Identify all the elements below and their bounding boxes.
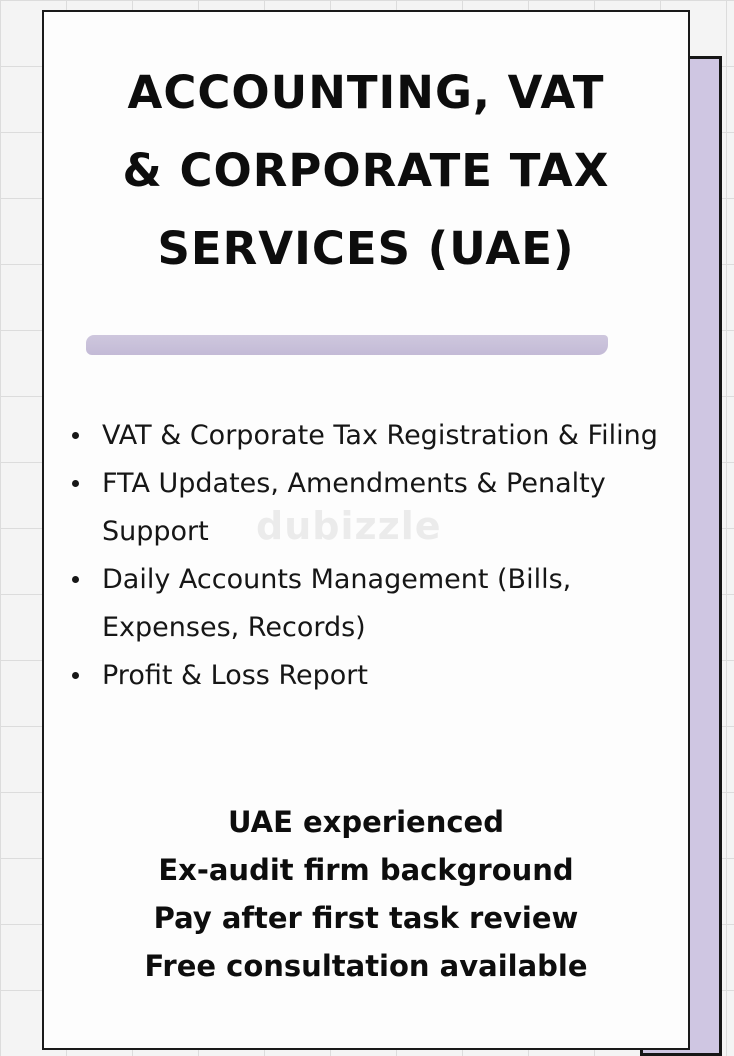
page-title (44, 54, 688, 288)
bullet-icon (72, 432, 79, 439)
bullet-icon (72, 576, 79, 583)
bullet-icon (72, 480, 79, 487)
service-item-label: Daily Accounts Management (Bills, Expenses, Records) (102, 564, 572, 643)
service-item (64, 556, 664, 652)
highlight-line: Ex-audit firm background (158, 853, 574, 887)
service-item (64, 460, 664, 556)
service-item (64, 652, 664, 700)
title-line-1: ACCOUNTING, VAT (127, 66, 605, 119)
highlight-line: Pay after first task review (153, 901, 579, 935)
title-line-2: & CORPORATE TAX (122, 144, 610, 197)
brush-divider (86, 335, 608, 355)
flyer-card (42, 10, 690, 1050)
services-list (64, 412, 664, 700)
highlight-line: Free consultation available (144, 949, 588, 983)
service-item-label: Profit & Loss Report (102, 660, 368, 691)
service-item (64, 412, 664, 460)
watermark: dubizzle (256, 504, 442, 548)
service-item-label: VAT & Corporate Tax Registration & Filing (102, 420, 658, 451)
highlight-line: UAE experienced (228, 805, 504, 839)
bullet-icon (72, 672, 79, 679)
service-item-label: FTA Updates, Amendments & Penalty Support (102, 468, 606, 547)
title-line-3: SERVICES (UAE) (157, 222, 575, 275)
highlights-block (44, 798, 688, 990)
